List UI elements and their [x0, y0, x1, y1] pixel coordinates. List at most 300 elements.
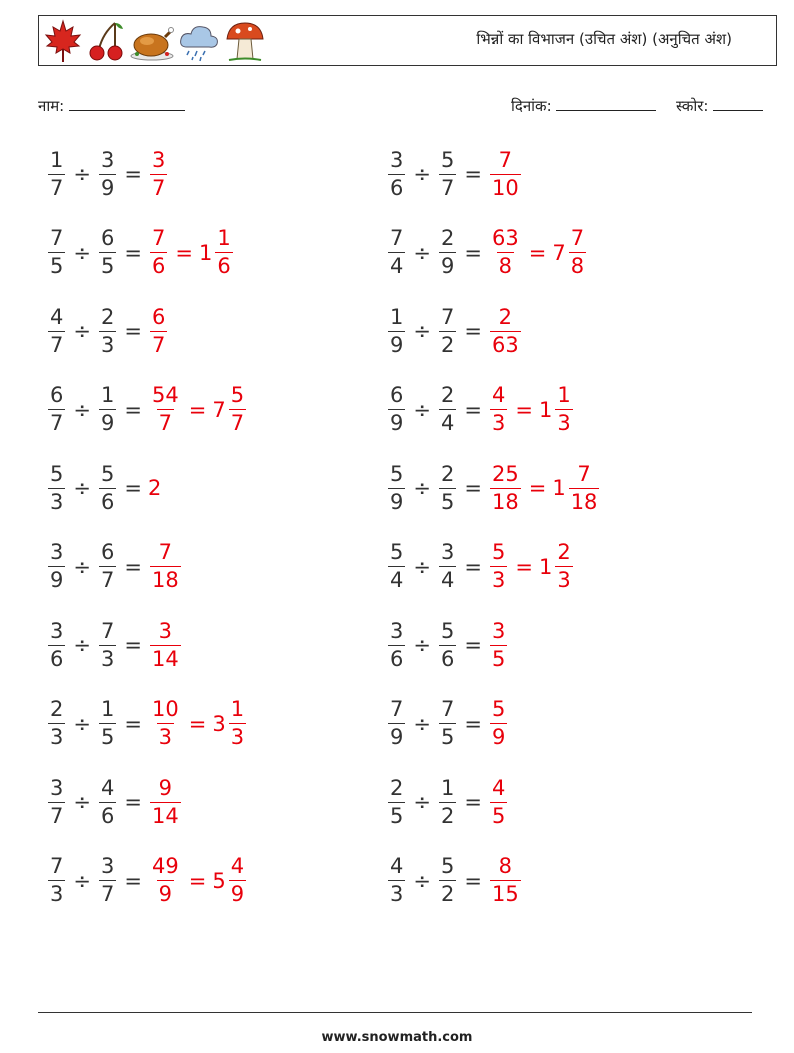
answer [148, 304, 169, 357]
divisor-fraction-denominator: 9 [100, 411, 115, 435]
divisor-fraction-denominator: 7 [440, 175, 455, 200]
dividend-fraction-numerator: 7 [390, 697, 404, 721]
answer [488, 385, 575, 434]
dividend-fraction-numerator: 5 [390, 540, 404, 564]
dividend-fraction-denominator: 4 [390, 254, 404, 278]
equals-sign: = [175, 240, 193, 265]
equals-sign: = [124, 319, 142, 343]
dividend-fraction-denominator: 3 [50, 489, 64, 514]
divisor-fraction [99, 147, 116, 200]
answer [488, 775, 509, 828]
header-icons [43, 19, 267, 63]
answer [148, 476, 161, 500]
equals-sign: = [464, 319, 482, 343]
answer-fraction-denominator: 7 [158, 411, 173, 435]
answer-fraction-numerator: 4 [491, 383, 506, 407]
answer-fraction [490, 228, 521, 277]
answer-fraction-denominator: 14 [151, 646, 179, 671]
dividend-fraction-denominator: 5 [50, 254, 64, 278]
mixed-whole: 5 [212, 868, 226, 893]
dividend-fraction-numerator: 7 [390, 226, 404, 250]
divisor-fraction-denominator: 9 [100, 175, 115, 200]
answer-fraction [490, 775, 507, 828]
answer-fraction [150, 856, 181, 905]
divisor-fraction [439, 304, 456, 357]
answer-fraction-denominator: 3 [158, 725, 173, 749]
divide-sign: ÷ [413, 711, 431, 736]
equals-sign: = [124, 240, 142, 265]
dividend-fraction [388, 618, 405, 671]
answer-fraction-numerator: 49 [151, 854, 179, 878]
divide-sign: ÷ [73, 397, 91, 422]
mixed-denominator: 8 [570, 254, 585, 278]
divisor-fraction [439, 542, 456, 591]
dividend-fraction-denominator: 3 [50, 882, 64, 906]
answer-fraction-denominator: 14 [151, 803, 179, 828]
dividend-fraction-denominator: 9 [390, 411, 404, 435]
problem-item [386, 456, 601, 520]
divisor-fraction-numerator: 5 [440, 147, 455, 172]
answer-fraction-denominator: 18 [151, 568, 179, 592]
equals-sign: = [124, 554, 142, 579]
divisor-fraction [439, 856, 456, 905]
divisor-fraction-denominator: 6 [440, 646, 455, 671]
answer-fraction-numerator: 25 [491, 461, 519, 486]
divisor-fraction [439, 618, 456, 671]
answer-fraction [490, 304, 521, 357]
dividend-fraction-numerator: 3 [50, 775, 64, 800]
problem-item [386, 142, 523, 206]
dividend-fraction-denominator: 6 [50, 646, 64, 671]
mixed-fraction [229, 856, 246, 905]
equals-sign: = [188, 868, 207, 893]
problem-item [46, 142, 169, 206]
problem-item [386, 221, 588, 285]
divisor-fraction-numerator: 6 [100, 540, 115, 564]
answer-whole: 2 [147, 476, 162, 500]
divisor-fraction [99, 699, 116, 748]
divide-sign: ÷ [413, 554, 431, 579]
divide-sign: ÷ [413, 476, 431, 500]
answer-fraction-numerator: 3 [491, 618, 506, 643]
divisor-fraction-numerator: 3 [100, 854, 115, 878]
divisor-fraction-denominator: 5 [440, 489, 455, 514]
equals-sign: = [464, 397, 482, 422]
answer [148, 699, 248, 748]
mixed-numerator: 1 [557, 383, 571, 407]
dividend-fraction [388, 385, 405, 434]
dividend-fraction [48, 618, 65, 671]
answer-fraction [490, 699, 507, 748]
answer-fraction-denominator: 7 [151, 175, 166, 200]
answer [148, 775, 183, 828]
mixed-numerator: 5 [230, 383, 245, 407]
equals-sign: = [528, 240, 547, 265]
dividend-fraction [388, 856, 405, 905]
mixed-whole: 1 [538, 554, 553, 579]
answer-fraction-numerator: 3 [158, 618, 173, 643]
dividend-fraction-numerator: 3 [50, 618, 64, 643]
mixed-whole: 1 [538, 397, 553, 422]
divisor-fraction-numerator: 4 [100, 775, 115, 800]
problem-item [46, 535, 183, 599]
divisor-fraction [99, 461, 116, 514]
dividend-fraction [388, 542, 405, 591]
problem-item [386, 299, 523, 363]
answer-fraction-numerator: 63 [491, 226, 519, 250]
dividend-fraction-numerator: 3 [390, 618, 404, 643]
footer-url: www.snowmath.com [321, 1030, 473, 1045]
equals-sign: = [188, 711, 207, 736]
dividend-fraction-denominator: 6 [390, 646, 404, 671]
mixed-denominator: 3 [230, 725, 245, 749]
dividend-fraction [48, 147, 65, 200]
mixed-numerator: 2 [557, 540, 571, 564]
answer-fraction-numerator: 7 [498, 147, 513, 172]
dividend-fraction [48, 461, 65, 514]
equals-sign: = [515, 554, 533, 579]
divisor-fraction-numerator: 2 [440, 226, 455, 250]
answer [488, 856, 523, 905]
divide-sign: ÷ [73, 240, 91, 265]
dividend-fraction-denominator: 3 [390, 882, 404, 906]
dividend-fraction-denominator: 7 [50, 803, 64, 828]
name-label: नाम: [38, 97, 65, 115]
answer-fraction-denominator: 15 [491, 882, 519, 906]
divisor-fraction-numerator: 5 [440, 618, 455, 643]
dividend-fraction-numerator: 4 [390, 854, 404, 878]
dividend-fraction-numerator: 7 [50, 854, 64, 878]
equals-sign: = [464, 790, 482, 814]
divisor-fraction-numerator: 5 [100, 461, 115, 486]
divisor-fraction [439, 775, 456, 828]
divide-sign: ÷ [413, 397, 431, 422]
divisor-fraction-numerator: 3 [100, 147, 115, 172]
mixed-fraction [569, 461, 600, 514]
divisor-fraction-denominator: 5 [440, 725, 455, 749]
divisor-fraction-denominator: 5 [100, 725, 115, 749]
divide-sign: ÷ [73, 868, 91, 893]
mixed-denominator: 6 [217, 254, 231, 278]
divide-sign: ÷ [73, 319, 91, 343]
answer-fraction [490, 461, 521, 514]
answer [488, 699, 509, 748]
answer [148, 618, 183, 671]
mixed-denominator: 18 [570, 489, 598, 514]
answer [148, 856, 248, 905]
dividend-fraction-denominator: 9 [390, 489, 404, 514]
answer [488, 542, 575, 591]
dividend-fraction-numerator: 1 [50, 147, 64, 172]
problem-item [46, 378, 248, 442]
equals-sign: = [464, 240, 482, 265]
cherries-icon [85, 19, 127, 63]
mixed-whole: 7 [552, 240, 566, 265]
answer-fraction-numerator: 5 [491, 540, 506, 564]
worksheet-title: भिन्नों का विभाजन (उचित अंश) (अनुचित अंश) [476, 30, 732, 48]
answer-fraction [490, 385, 507, 434]
dividend-fraction-denominator: 5 [390, 803, 404, 828]
date-blank[interactable] [556, 96, 656, 111]
problem-item [46, 849, 248, 913]
dividend-fraction [48, 385, 65, 434]
divisor-fraction-numerator: 2 [440, 461, 455, 486]
answer-fraction-numerator: 8 [498, 854, 513, 878]
mixed-fraction [229, 699, 246, 748]
divisor-fraction-denominator: 2 [440, 803, 455, 828]
divisor-fraction-denominator: 5 [100, 254, 115, 278]
divide-sign: ÷ [413, 240, 431, 265]
answer-fraction [150, 304, 167, 357]
problem-item [386, 378, 575, 442]
divisor-fraction-numerator: 6 [100, 226, 115, 250]
answer [148, 228, 235, 277]
answer-fraction-numerator: 9 [158, 775, 173, 800]
divisor-fraction-denominator: 3 [100, 646, 115, 671]
mixed-numerator: 7 [577, 461, 591, 486]
answer-fraction-denominator: 18 [491, 489, 519, 514]
dividend-fraction [388, 461, 405, 514]
answer-fraction-denominator: 6 [151, 254, 166, 278]
divisor-fraction-denominator: 9 [440, 254, 455, 278]
divide-sign: ÷ [73, 790, 91, 814]
answer-fraction-denominator: 3 [491, 411, 506, 435]
divisor-fraction-numerator: 7 [100, 618, 115, 643]
dividend-fraction-denominator: 9 [390, 725, 404, 749]
divide-sign: ÷ [73, 162, 91, 186]
divisor-fraction-numerator: 1 [100, 383, 115, 407]
answer-fraction-denominator: 8 [498, 254, 513, 278]
dividend-fraction-denominator: 9 [390, 332, 404, 357]
dividend-fraction [48, 775, 65, 828]
answer [148, 147, 169, 200]
answer-fraction-denominator: 3 [491, 568, 506, 592]
problem-item [386, 613, 509, 677]
dividend-fraction-numerator: 5 [50, 461, 64, 486]
dividend-fraction-denominator: 3 [50, 725, 64, 749]
divisor-fraction-denominator: 4 [440, 411, 455, 435]
answer-fraction-numerator: 7 [151, 226, 166, 250]
equals-sign: = [464, 554, 482, 579]
answer-fraction-numerator: 7 [158, 540, 173, 564]
equals-sign: = [464, 162, 482, 186]
mixed-whole: 1 [552, 476, 566, 500]
divisor-fraction-numerator: 1 [100, 697, 115, 721]
mixed-numerator: 1 [230, 697, 245, 721]
mixed-numerator: 1 [217, 226, 231, 250]
divisor-fraction [99, 304, 116, 357]
answer-fraction [490, 147, 521, 200]
divisor-fraction [439, 147, 456, 200]
dividend-fraction-denominator: 7 [50, 411, 64, 435]
answer-fraction-numerator: 5 [491, 697, 506, 721]
dividend-fraction [388, 147, 405, 200]
mixed-fraction [555, 542, 572, 591]
divisor-fraction-numerator: 1 [440, 775, 455, 800]
divisor-fraction-numerator: 7 [440, 304, 455, 329]
answer [488, 304, 523, 357]
dividend-fraction-numerator: 7 [50, 226, 64, 250]
dividend-fraction-denominator: 7 [50, 332, 64, 357]
equals-sign: = [464, 476, 482, 500]
answer [488, 228, 588, 277]
dividend-fraction-numerator: 6 [50, 383, 64, 407]
answer [488, 618, 509, 671]
equals-sign: = [124, 162, 142, 186]
problem-item [46, 221, 235, 285]
problem-item [46, 299, 169, 363]
score-field[interactable] [676, 96, 763, 116]
dividend-fraction-numerator: 4 [50, 304, 64, 329]
dividend-fraction [48, 699, 65, 748]
dividend-fraction-numerator: 3 [390, 147, 404, 172]
dividend-fraction [388, 775, 405, 828]
problem-item [386, 770, 509, 834]
answer [488, 461, 601, 514]
divisor-fraction-denominator: 4 [440, 568, 455, 592]
dividend-fraction-numerator: 1 [390, 304, 404, 329]
problem-item [386, 849, 523, 913]
dividend-fraction-numerator: 5 [390, 461, 404, 486]
answer-fraction-denominator: 9 [158, 882, 173, 906]
answer-fraction [150, 147, 167, 200]
name-blank[interactable] [69, 96, 185, 111]
mixed-whole: 1 [198, 240, 213, 265]
problem-item [46, 613, 183, 677]
worksheet-header [38, 15, 777, 66]
mixed-fraction [569, 228, 586, 277]
mixed-whole: 3 [212, 711, 226, 736]
divisor-fraction [99, 775, 116, 828]
divisor-fraction [439, 385, 456, 434]
equals-sign: = [124, 633, 142, 657]
divisor-fraction-denominator: 2 [440, 332, 455, 357]
equals-sign: = [124, 711, 142, 736]
dividend-fraction-numerator: 3 [50, 540, 64, 564]
mixed-denominator: 3 [557, 411, 571, 435]
divide-sign: ÷ [73, 633, 91, 657]
dividend-fraction-denominator: 7 [50, 175, 64, 200]
mixed-denominator: 3 [557, 568, 571, 592]
answer-fraction-denominator: 9 [491, 725, 506, 749]
divisor-fraction [439, 461, 456, 514]
divisor-fraction [99, 228, 116, 277]
score-label: स्कोर: [676, 97, 709, 115]
divisor-fraction-denominator: 7 [100, 882, 115, 906]
divisor-fraction-numerator: 2 [440, 383, 455, 407]
equals-sign: = [528, 476, 547, 500]
answer-fraction [150, 699, 181, 748]
answer [148, 385, 248, 434]
dividend-fraction-numerator: 2 [50, 697, 64, 721]
dividend-fraction [48, 542, 65, 591]
dividend-fraction [48, 856, 65, 905]
divisor-fraction-numerator: 7 [440, 697, 455, 721]
problem-item [386, 692, 509, 756]
divisor-fraction-numerator: 5 [440, 854, 455, 878]
dividend-fraction-denominator: 9 [50, 568, 64, 592]
equals-sign: = [515, 397, 533, 422]
mixed-whole: 7 [212, 397, 226, 422]
mixed-fraction [555, 385, 572, 434]
answer-fraction [150, 618, 181, 671]
answer-fraction-denominator: 7 [151, 332, 166, 357]
mixed-fraction [229, 385, 246, 434]
answer-fraction [150, 228, 167, 277]
equals-sign: = [124, 868, 142, 893]
date-field[interactable] [511, 96, 656, 116]
divide-sign: ÷ [413, 319, 431, 343]
roast-turkey-icon [129, 19, 175, 63]
equals-sign: = [464, 868, 482, 893]
problem-item [46, 456, 161, 520]
answer-fraction [150, 385, 181, 434]
name-field[interactable] [38, 96, 185, 116]
divide-sign: ÷ [413, 790, 431, 814]
mushroom-icon [223, 19, 267, 63]
score-blank[interactable] [713, 96, 763, 111]
dividend-fraction [388, 228, 405, 277]
answer-fraction-numerator: 54 [151, 383, 179, 407]
divisor-fraction [99, 856, 116, 905]
divisor-fraction-denominator: 6 [100, 803, 115, 828]
divisor-fraction [99, 385, 116, 434]
equals-sign: = [124, 476, 142, 500]
dividend-fraction-numerator: 6 [390, 383, 404, 407]
dividend-fraction-denominator: 4 [390, 568, 404, 592]
problem-item [46, 692, 248, 756]
divide-sign: ÷ [413, 633, 431, 657]
equals-sign: = [188, 397, 207, 422]
mixed-denominator: 7 [230, 411, 245, 435]
date-label: दिनांक: [511, 97, 552, 115]
maple-leaf-icon [43, 19, 83, 63]
answer [148, 542, 183, 591]
dividend-fraction-denominator: 6 [390, 175, 404, 200]
divisor-fraction [439, 228, 456, 277]
answer-fraction [490, 542, 507, 591]
divide-sign: ÷ [73, 554, 91, 579]
mixed-numerator: 4 [230, 854, 245, 878]
answer-fraction [490, 856, 521, 905]
divisor-fraction [99, 542, 116, 591]
divisor-fraction [439, 699, 456, 748]
answer-fraction-numerator: 4 [491, 775, 506, 800]
divisor-fraction-numerator: 3 [440, 540, 455, 564]
dividend-fraction [388, 304, 405, 357]
answer-fraction-denominator: 5 [491, 646, 506, 671]
problem-item [386, 535, 575, 599]
mixed-numerator: 7 [570, 226, 585, 250]
answer-fraction-denominator: 63 [491, 332, 519, 357]
answer-fraction-denominator: 5 [491, 803, 506, 828]
answer-fraction-numerator: 6 [151, 304, 166, 329]
mixed-denominator: 9 [230, 882, 245, 906]
answer-fraction-numerator: 2 [498, 304, 513, 329]
dividend-fraction [388, 699, 405, 748]
dividend-fraction [48, 304, 65, 357]
divide-sign: ÷ [73, 711, 91, 736]
rain-cloud-icon [177, 19, 221, 63]
answer-fraction [150, 775, 181, 828]
divisor-fraction-denominator: 6 [100, 489, 115, 514]
equals-sign: = [124, 790, 142, 814]
answer-fraction-numerator: 3 [151, 147, 166, 172]
dividend-fraction [48, 228, 65, 277]
divide-sign: ÷ [413, 868, 431, 893]
dividend-fraction-numerator: 2 [390, 775, 404, 800]
divisor-fraction-denominator: 3 [100, 332, 115, 357]
